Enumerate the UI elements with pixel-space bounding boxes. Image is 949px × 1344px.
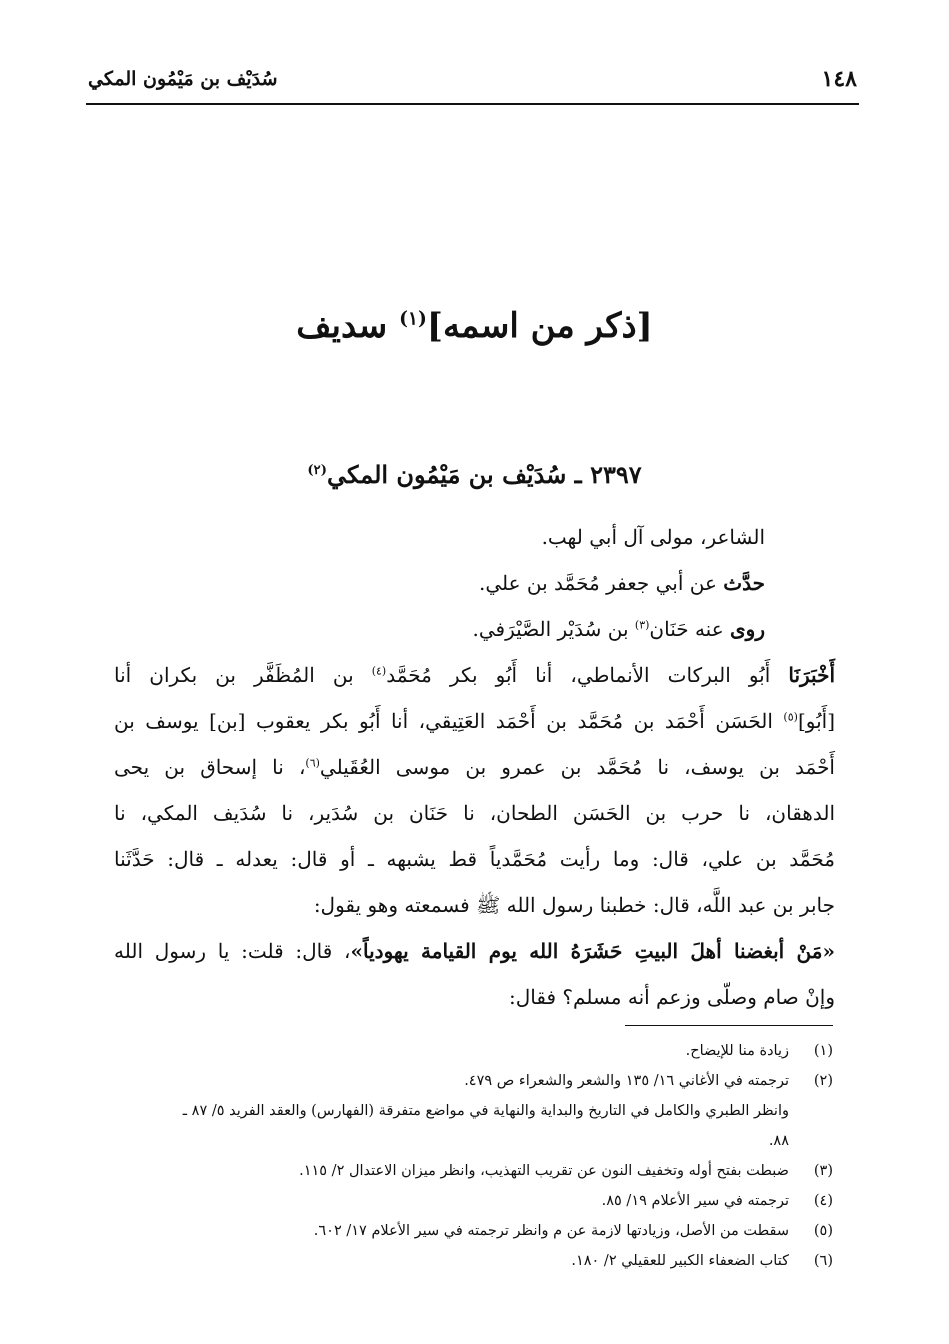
- footnote: [116, 1156, 833, 1186]
- footnote-text: ضبطت بفتح أوله وتخفيف النون عن تقريب التهذيب، وانظر ميزان الاعتدال ٢/ ١١٥.: [299, 1163, 789, 1179]
- running-title: سُدَيْف بن مَيْمُون المكي: [88, 68, 278, 90]
- line-text: عنه حَنَان: [649, 617, 731, 641]
- line-text: مُحَمَّد بن علي، قال: وما رأيت مُحَمَّدياً قط يشبهه ـ أو قال: يعدله ـ قال: حَدَّثَنا: [114, 847, 835, 871]
- entry-heading-text: ٢٣٩٧ ـ سُدَيْف بن مَيْمُون المكي: [326, 460, 642, 489]
- footnote-text: سقطت من الأصل، وزيادتها لازمة عن م وانظر ترجمته في سير الأعلام ١٧/ ٦٠٢.: [313, 1223, 789, 1239]
- footnote-number: (١): [813, 1043, 833, 1059]
- text-line: [114, 836, 835, 882]
- text-line: [114, 560, 835, 606]
- footnote-number: (٤): [813, 1193, 833, 1209]
- footnote-text: زيادة منا للإيضاح.: [685, 1043, 789, 1059]
- text-line: [114, 698, 835, 744]
- footnote-ref: (٣): [634, 618, 650, 632]
- line-text: أَبُو البركات الأنماطي، أنا أَبُو بكر مُحَمَّد: [386, 663, 789, 687]
- footnote: [116, 1246, 833, 1276]
- line-text: الحَسَن أَحْمَد بن مُحَمَّد بن أَحْمَد العَتِيقي، أنا أَبُو بكر يعقوب [بن] يوسف بن: [114, 709, 784, 733]
- footnote-number: (٥): [813, 1223, 833, 1239]
- line-text: ، نا إسحاق بن يحى: [114, 755, 306, 779]
- text-line: [114, 606, 835, 652]
- footnote-text: ترجمته في الأغاني ١٦/ ١٣٥ والشعر والشعراء ص ٤٧٩.: [464, 1073, 789, 1089]
- footnote-continuation: ٨٨.: [768, 1133, 789, 1149]
- line-text: بن سُدَيْر الصَّيْرَفي.: [472, 617, 635, 641]
- entry-body: [114, 514, 835, 1020]
- text-line: [114, 928, 835, 974]
- page-number: ١٤٨: [821, 66, 857, 92]
- footnote-ref: (٤): [371, 664, 387, 678]
- footnote-number: (٣): [813, 1163, 833, 1179]
- section-title-prefix: [ذكر من اسمه]: [426, 306, 653, 346]
- footnote-text: ترجمته في سير الأعلام ١٩/ ٨٥.: [601, 1193, 789, 1209]
- line-text: بن المُظَفَّر بن بكران أنا: [114, 663, 372, 687]
- line-text: عن أبي جعفر مُحَمَّد بن علي.: [478, 571, 724, 595]
- keyword: روى: [730, 617, 765, 641]
- keyword: حدَّث: [723, 571, 765, 595]
- text-line: [114, 514, 835, 560]
- footnote: [116, 1186, 833, 1216]
- footnotes: [116, 1036, 833, 1276]
- footnote-text: كتاب الضعفاء الكبير للعقيلي ٢/ ١٨٠.: [571, 1253, 789, 1269]
- hadith-quote: «مَنْ أبغضنا أهلَ البيتِ حَشَرَهُ الله يوم القيامة يهودياً»: [350, 939, 835, 963]
- footnote: [116, 1066, 833, 1096]
- line-text: وإنْ صام وصلّى وزعم أنه مسلم؟ فقال:: [509, 985, 835, 1009]
- footnote-number: (٦): [813, 1253, 833, 1269]
- section-title-name: سديف: [296, 306, 400, 346]
- text-line: [114, 744, 835, 790]
- footnote-continuation: وانظر الطبري والكامل في التاريخ والبداية والنهاية في مواضع متفرقة (الفهارس) والعقد الفريد ٥/ ٨٧ ـ: [182, 1103, 789, 1119]
- text-line: [114, 652, 835, 698]
- footnote-number: (٢): [813, 1073, 833, 1089]
- page-header: [88, 66, 857, 102]
- line-text: أَحْمَد بن يوسف، نا مُحَمَّد بن عمرو بن موسى العُقَيلي: [319, 755, 835, 779]
- footnote-rule: [625, 1025, 833, 1026]
- footnote-ref: (٦): [305, 756, 320, 770]
- line-text: الشاعر، مولى آل أبي لهب.: [541, 525, 765, 549]
- line-text: ، قال: قلت: يا رسول الله: [114, 939, 351, 963]
- section-title: [0, 306, 949, 346]
- line-text: [أَبُو]: [797, 709, 835, 733]
- text-line: [114, 882, 835, 928]
- footnote: [116, 1216, 833, 1246]
- header-rule: [86, 103, 859, 105]
- footnote-ref: (٢): [307, 463, 327, 478]
- text-line: [114, 974, 835, 1020]
- entry-heading: [0, 460, 949, 489]
- footnote: [116, 1036, 833, 1066]
- text-line: [114, 790, 835, 836]
- line-text: الدهقان، نا حرب بن الحَسَن الطحان، نا حَنَان بن سُدَير، نا سُدَيف المكي، نا: [114, 801, 836, 825]
- footnote-ref: (٥): [783, 710, 798, 724]
- keyword: أَخْبَرَنَا: [788, 663, 836, 687]
- line-text: جابر بن عبد اللَّه، قال: خطبنا رسول الله ﷺ فسمعته وهو يقول:: [313, 893, 835, 917]
- footnote-ref: (١): [399, 307, 427, 330]
